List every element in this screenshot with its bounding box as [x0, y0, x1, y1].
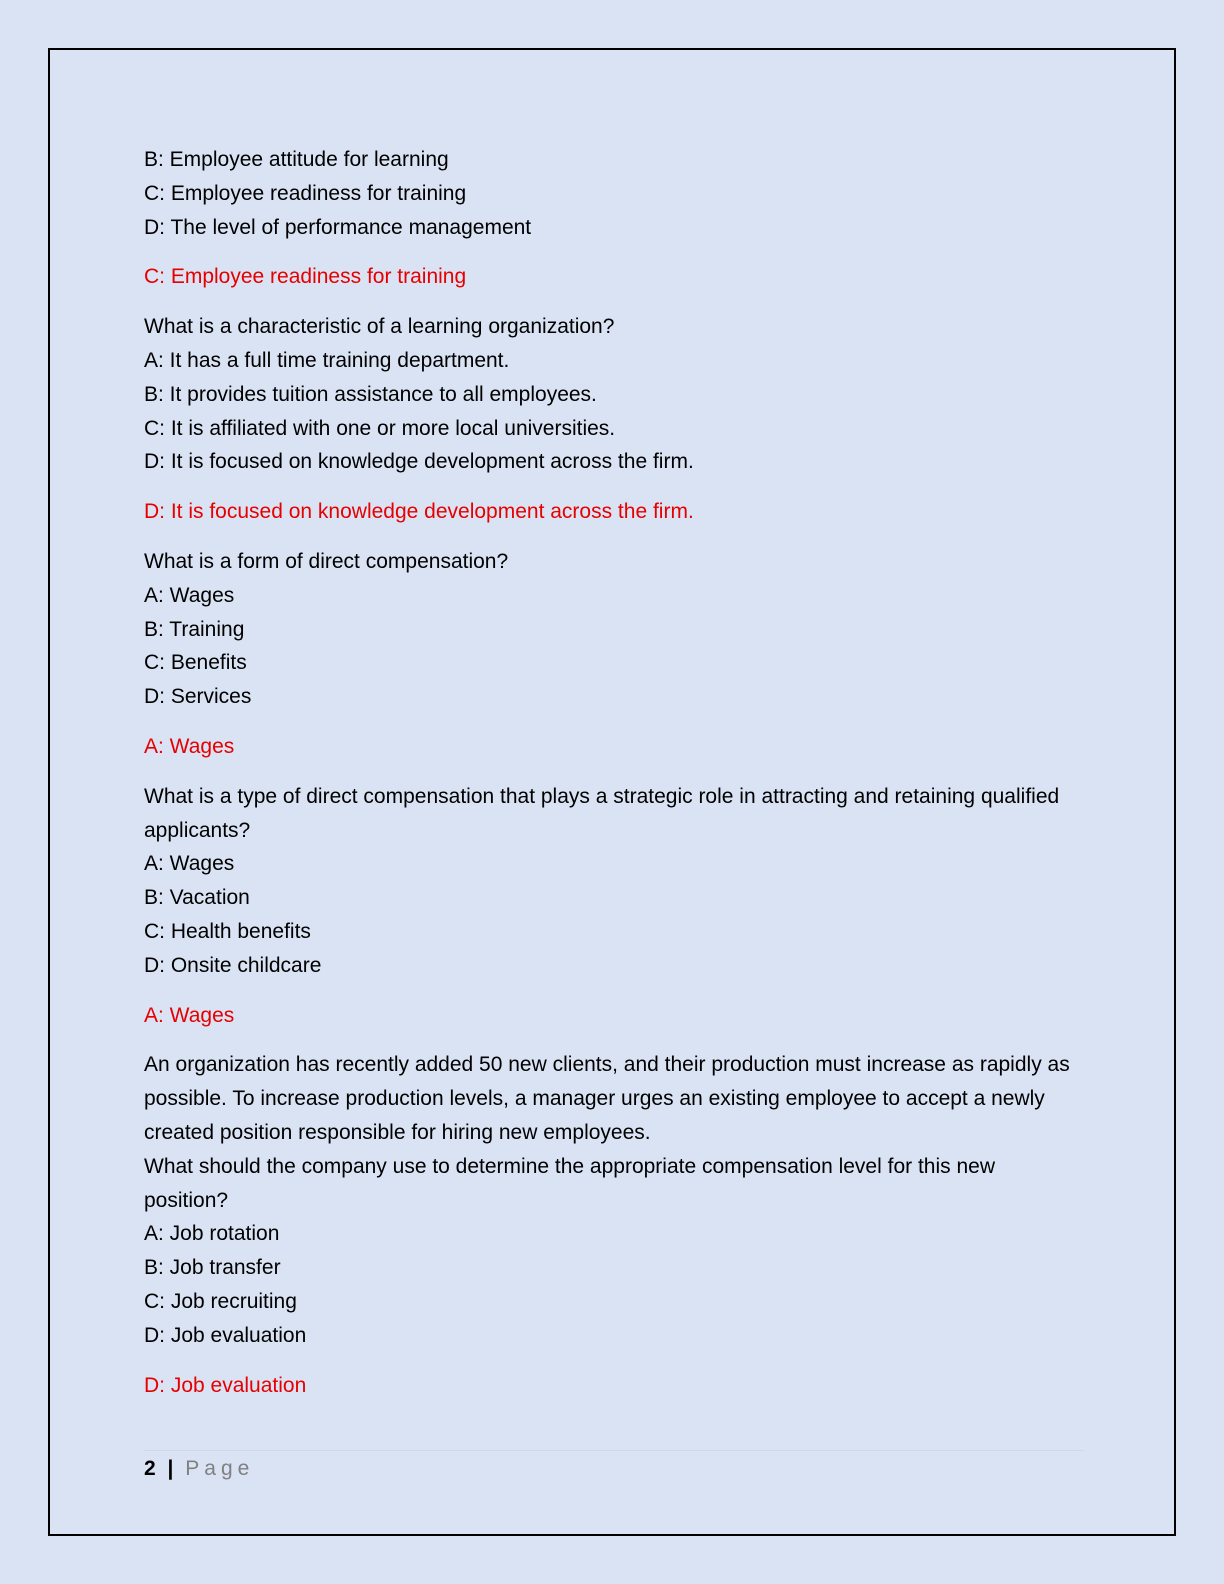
- option-d: D: It is focused on knowledge development across the firm.: [144, 450, 694, 474]
- option-b: B: Training: [144, 617, 245, 641]
- question-block-4: [144, 780, 1084, 1033]
- option-c: C: It is affiliated with one or more local universities.: [144, 416, 616, 440]
- page-footer: [144, 1454, 254, 1484]
- answer-text: A: Wages: [144, 1003, 235, 1027]
- option-a: A: It has a full time training department.: [144, 348, 510, 372]
- question-block-1: [144, 143, 1084, 294]
- option-a: A: Wages: [144, 583, 235, 607]
- question-text: What is a characteristic of a learning organization?: [144, 315, 615, 339]
- page-number: 2: [144, 1457, 156, 1480]
- option-d: D: Job evaluation: [144, 1323, 307, 1347]
- option-b: B: Vacation: [144, 886, 250, 910]
- question-block-5: [144, 1048, 1084, 1402]
- answer-text: C: Employee readiness for training: [144, 265, 467, 289]
- option-c: C: Job recruiting: [144, 1289, 297, 1313]
- option-d: D: The level of performance management: [144, 215, 532, 239]
- option-a: A: Wages: [144, 852, 235, 876]
- page-label: Page: [185, 1457, 255, 1480]
- option-d: D: Onsite childcare: [144, 953, 322, 977]
- option-b: B: It provides tuition assistance to all employees.: [144, 382, 597, 406]
- scenario-text: An organization has recently added 50 new clients, and their production must increase as rapidly as possible. To increase production levels, a manager urges an existing employee to accept a newly created position responsible for hiring new employees.: [144, 1053, 1070, 1144]
- question-text: What is a form of direct compensation?: [144, 549, 509, 573]
- footer-separator: |: [167, 1457, 174, 1480]
- question-text: What is a type of direct compensation that plays a strategic role in attracting and retaining qualified applicants?: [144, 784, 1060, 842]
- answer-text: A: Wages: [144, 734, 235, 758]
- option-d: D: Services: [144, 685, 252, 709]
- option-c: C: Employee readiness for training: [144, 181, 467, 205]
- answer-text: D: Job evaluation: [144, 1373, 307, 1397]
- option-a: A: Job rotation: [144, 1222, 280, 1246]
- option-b: B: Employee attitude for learning: [144, 148, 449, 171]
- footer-divider: [144, 1450, 1084, 1451]
- option-b: B: Job transfer: [144, 1256, 281, 1280]
- option-c: C: Health benefits: [144, 919, 311, 943]
- answer-text: D: It is focused on knowledge development across the firm.: [144, 500, 694, 524]
- document-body: [144, 143, 1084, 1418]
- question-block-2: [144, 310, 1084, 529]
- question-text: What should the company use to determine the appropriate compensation level for this new position?: [144, 1154, 995, 1212]
- option-c: C: Benefits: [144, 651, 247, 675]
- question-block-3: [144, 545, 1084, 764]
